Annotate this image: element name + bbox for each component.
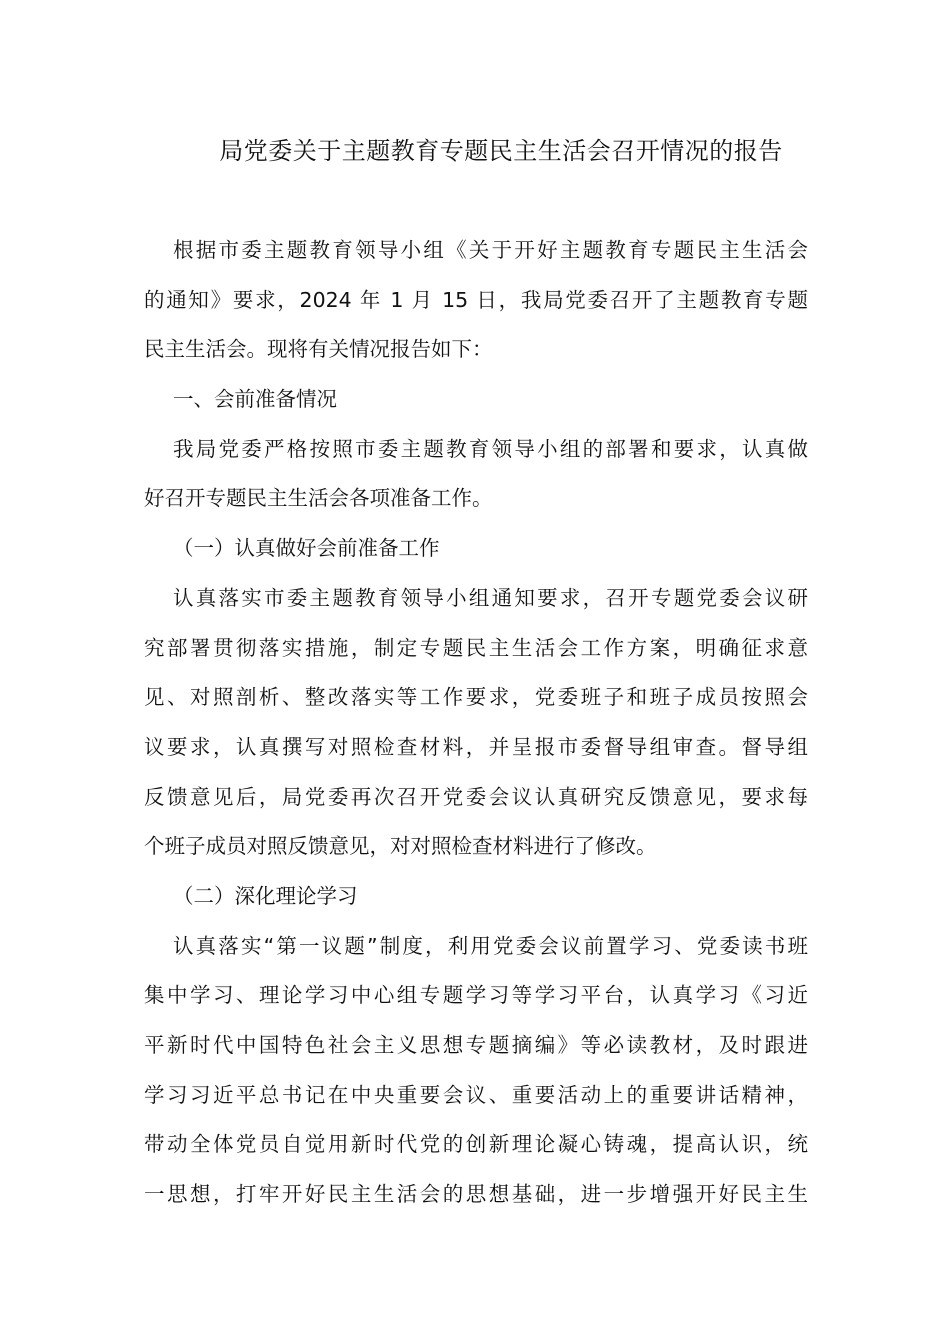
text-line: 带动全体党员自觉用新时代党的创新理论凝心铸魂，提高认识，统 (144, 1132, 808, 1157)
text-line: 民主生活会。现将有关情况报告如下： (144, 337, 493, 362)
section-heading: 一、会前准备情况 (173, 387, 337, 412)
text-line: 个班子成员对照反馈意见，对对照检查材料进行了修改。 (144, 834, 657, 859)
text-line: 认真落实“第一议题”制度，利用党委会议前置学习、党委读书班 (173, 933, 808, 958)
text-line: 议要求，认真撰写对照检查材料，并呈报市委督导组审查。督导组 (144, 734, 808, 759)
text-line: 一思想，打牢开好民主生活会的思想基础，进一步增强开好民主生 (144, 1182, 808, 1207)
text-line: 我局党委严格按照市委主题教育领导小组的部署和要求，认真做 (173, 436, 808, 461)
text-line: 的通知》要求，2024 年 1 月 15 日，我局党委召开了主题教育专题 (144, 287, 808, 312)
text-line: 究部署贯彻落实措施，制定专题民主生活会工作方案，明确征求意 (144, 635, 808, 660)
text-line: 见、对照剖析、整改落实等工作要求，党委班子和班子成员按照会 (144, 685, 808, 710)
document-body (144, 226, 808, 1220)
subsection-heading: （二）深化理论学习 (173, 883, 358, 908)
text-line: 平新时代中国特色社会主义思想专题摘编》等必读教材，及时跟进 (144, 1033, 808, 1057)
text-line: 根据市委主题教育领导小组《关于开好主题教育专题民主生活会 (173, 238, 808, 262)
text-line: 反馈意见后，局党委再次召开党委会议认真研究反馈意见，要求每 (144, 784, 808, 809)
text-line: 认真落实市委主题教育领导小组通知要求，召开专题党委会议研 (173, 585, 808, 610)
text-line: 好召开专题民主生活会各项准备工作。 (144, 486, 493, 511)
document-title: 局党委关于主题教育专题民主生活会召开情况的报告 (219, 137, 783, 165)
text-line: 集中学习、理论学习中心组专题学习等学习平台，认真学习《习近 (144, 983, 808, 1008)
subsection-heading: （一）认真做好会前准备工作 (173, 536, 440, 561)
text-line: 学习习近平总书记在中央重要会议、重要活动上的重要讲话精神， (144, 1082, 808, 1107)
